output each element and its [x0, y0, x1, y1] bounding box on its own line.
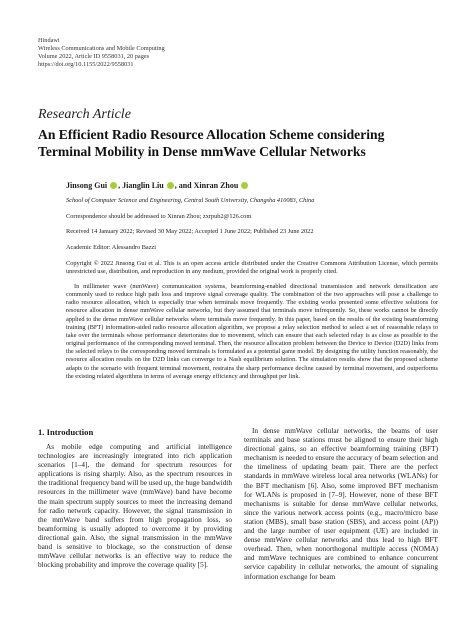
- body-column-right: In dense mmWave cellular networks, the beams of user terminals and base stations must be aligned to ensure their high directional gains, so an effective beamforming training (BFT) mechanism is needed to ensure the accuracy of beam selection and the timeliness of updating beam pair. There are the perfect standards in mmWave wireless local area networks (WLANs) for the BFT mechanism [6]. Also, some improved BFT mechanism for WLANs is proposed in [7–9]. However, none of these BFT mechanisms is suitable for dense mmWave cellular networks, since the various network access points (e.g., macro/micro base station (MBS), small base station (SBS), and access point (AP)) and the large number of user equipment (UE) are included in dense mmWave cellular networks and thus lead to high BFT overhead. Then, when nonorthogonal multiple access (NOMA) and mmWave techniques are combined to enhance concurrent service capability in cellular networks, the amount of signaling information exchange for beam: [244, 427, 438, 581]
- publisher-name: Hindawi: [38, 37, 60, 44]
- journal-doi[interactable]: https://doi.org/10.1155/2022/9558031: [38, 61, 134, 69]
- author-1: Jinsong Gui: [66, 181, 108, 190]
- copyright-notice: Copyright © 2022 Jinsong Gui et al. This is an open access article distributed under the Creative Commons Attribution License, which permits unrestricted use, distribution, and reproduction in any medium, provided the original work is properly cited.: [66, 260, 438, 276]
- abstract: In millimeter wave (mmWave) communication systems, beamforming-enabled directional transmission and network densification are commonly used to reduce high path loss and improve signal coverage quality. The combination of the two approaches will pose a challenge to radio resource allocation, which is especially true when terminals move frequently. The existing works presented some effective solutions for resource allocation in dense mmWave cellular networks, but they assumed that terminals move infrequently. So, these works cannot be directly applied to the dense mmWave cellular networks where terminals move frequently. In this paper, based on the results of the existing beamforming training (BFT) information-aided radio resource allocation algorithm, we propose a relay selection method to select a set of reasonable relays to take over the terminals whose performance deteriorates due to movement, which can ensure that each selected relay is as close as possible to the original performance of the corresponding moved terminal. Then, the resource allocation problem between the Device to Device (D2D) links from the selected relays to the corresponding moved terminals is formulated as a potential game model. By designing the utility function reasonably, the resource allocation results on the D2D links can converge to a Nash equilibrium solution. The simulation results show that the proposed scheme adapts to the scenario with frequent terminal movement, restrains the sharp performance decline caused by terminal movement, and outperforms the existing related algorithms in terms of average energy efficiency and throughput per link.: [66, 283, 438, 380]
- correspondence: Correspondence should be addressed to Xinran Zhou; zxrpub2@126.com: [66, 213, 252, 220]
- journal-name: Wireless Communications and Mobile Computing: [38, 45, 165, 53]
- author-separator: ,: [118, 181, 121, 190]
- orcid-icon[interactable]: [110, 182, 117, 189]
- body-column-left: As mobile edge computing and artificial intelligence technologies are increasingly integrated into rich application scenarios [1–4], the demand for spectrum resources for applications is rising sharply. Also, as the spectrum resources in the traditional frequency band will be used up, the huge bandwidth resources in the millimeter wave (mmWave) band have become the main spectrum supply sources to meet the increasing demand for radio network capacity. However, the signal transmission in the mmWave band suffers from high propagation loss, so beamforming is usually adopted to overcome it by providing directional gain. Also, the signal transmission in the mmWave band is sensitive to blockage, so the construction of dense mmWave cellular networks is an effective way to reduce the blocking probability and improve the coverage quality [5].: [38, 443, 232, 570]
- academic-editor: Academic Editor: Alessandro Bazzi: [66, 244, 157, 251]
- paper-title: An Efficient Radio Resource Allocation Scheme considering Terminal Mobility in Dense mmWave Cellular Networks: [38, 127, 385, 159]
- author-list: [66, 181, 249, 190]
- author-separator: , and: [174, 181, 192, 190]
- journal-volume: Volume 2022, Article ID 9558031, 20 pages: [38, 53, 150, 61]
- journal-header: [38, 37, 165, 69]
- publication-dates: Received 14 January 2022; Revised 30 May 2022; Accepted 1 June 2022; Published 23 June 2022: [66, 228, 314, 235]
- orcid-icon[interactable]: [241, 182, 248, 189]
- article-type: Research Article: [38, 107, 131, 122]
- author-3: Xinran Zhou: [193, 181, 239, 190]
- affiliation: School of Computer Science and Engineering, Central South University, Changsha 410083, China: [66, 197, 315, 204]
- section-heading: 1. Introduction: [38, 427, 94, 437]
- orcid-icon[interactable]: [167, 182, 174, 189]
- author-2: Jianglin Liu: [122, 181, 164, 190]
